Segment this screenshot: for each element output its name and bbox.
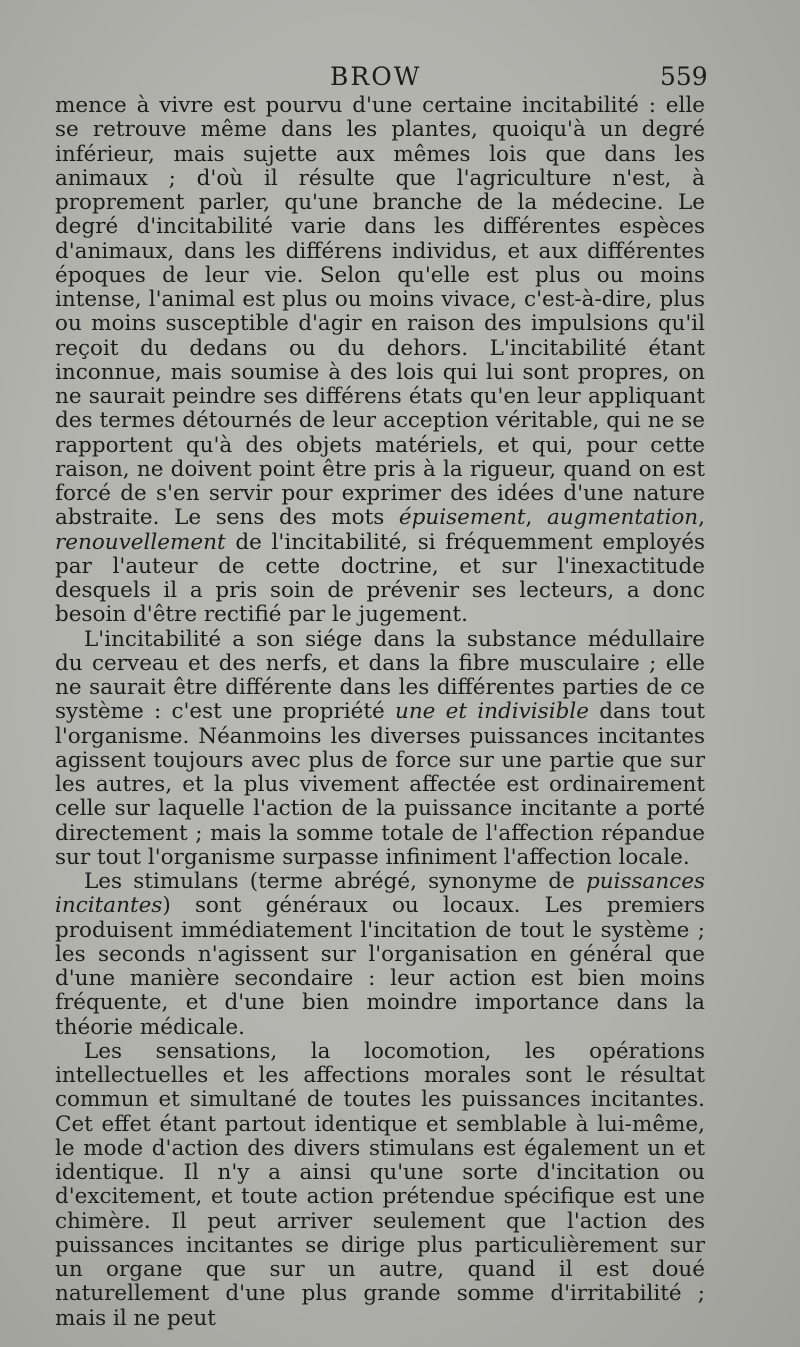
paragraph — [55, 1040, 705, 1331]
paragraph — [55, 628, 705, 871]
italic-term: une et indivisible — [394, 699, 589, 725]
running-header — [0, 58, 800, 94]
text-run: de l'incitabilité, si fréquemment employés par l'auteur de cette doctrine, et sur l'inexactitude desquels il a pris soin de prévenir ses lecteurs, a donc besoin d'être rectifié par le jugement. — [55, 529, 705, 628]
text-run: dans tout l'organisme. Néanmoins les diverses puissances incitantes agissent toujours avec plus de force sur une partie que sur les autres, et la plus vivement affectée est ordinairement celle sur laquelle l'action de la puissance incitante a porté directement ; mais la somme totale de l'affection répandue sur tout l'organisme surpasse infiniment l'affection locale. — [55, 699, 706, 870]
italic-term: augmentation — [547, 505, 699, 531]
italic-term: puissances incitantes — [55, 869, 705, 919]
text-run: , — [525, 505, 547, 531]
text-run: ) sont généraux ou locaux. Les premiers produisent immédiatement l'incitation de tout le système ; les seconds n'agissent sur l'organisation en général que d'une manière secondaire : leur action est bien moins fréquente, et d'une bien moindre importance dans la théorie médicale. — [55, 893, 705, 1040]
text-run: Les sensations, la locomotion, les opérations intellectuelles et les affections morales sont le résultat commun et simultané de toutes les puissances incitantes. Cet effet étant partout identique et semblable à lui-même, le mode d'action des divers stimulans est également un et identique. Il n'y a ainsi qu'une sorte d'incitation ou d'excitement, et toute action prétendue spécifique est une chimère. Il peut arriver seulement que l'action des puissances incitantes se dirige plus particulièrement sur un organe que sur un autre, quand il est doué naturellement d'une plus grande somme d'irritabilité ; mais il ne peut — [55, 1038, 705, 1331]
paragraph — [55, 870, 705, 1040]
text-run: mence à vivre est pourvu d'une certaine incitabilité : elle se retrouve même dans les plantes, quoiqu'à un degré inférieur, mais sujette aux mêmes lois que dans les animaux ; d'où il résulte que l'agriculture n'est, à proprement parler, qu'une branche de la médecine. Le degré d'incitabilité varie dans les différentes espèces d'animaux, dans les différens individus, et aux différentes époques de leur vie. Selon qu'elle est plus ou moins intense, l'animal est plus ou moins vivace, c'est-à-dire, plus ou moins susceptible d'agir en raison des impulsions qu'il reçoit du dedans ou du dehors. L'incitabilité étant inconnue, mais soumise à des lois qui lui sont propres, on ne saurait peindre ses différens états qu'en leur appliquant des termes détournés de leur acception véritable, qui ne se rapportent qu'à des objets matériels, et qui, pour cette raison, ne doivent point être pris à la rigueur, quand on est forcé de s'en servir pour exprimer des idées d'une nature abstraite. Le sens des mots — [55, 93, 705, 531]
text-run: , — [698, 505, 705, 531]
text-run: Les stimulans (terme abrégé, synonyme de — [84, 869, 586, 894]
paragraph — [55, 94, 705, 628]
text-run: L'incitabilité a son siége dans la substance médullaire du cerveau et des nerfs, et dans la fibre musculaire ; elle ne saurait être différente dans les différentes parties de ce système : c'est une propriété — [55, 626, 705, 725]
page-number: 559 — [660, 62, 708, 91]
italic-term: épuisement — [398, 505, 526, 531]
body-text — [55, 94, 705, 1331]
italic-term: renouvellement — [55, 529, 226, 555]
running-title: BROW — [330, 62, 422, 91]
